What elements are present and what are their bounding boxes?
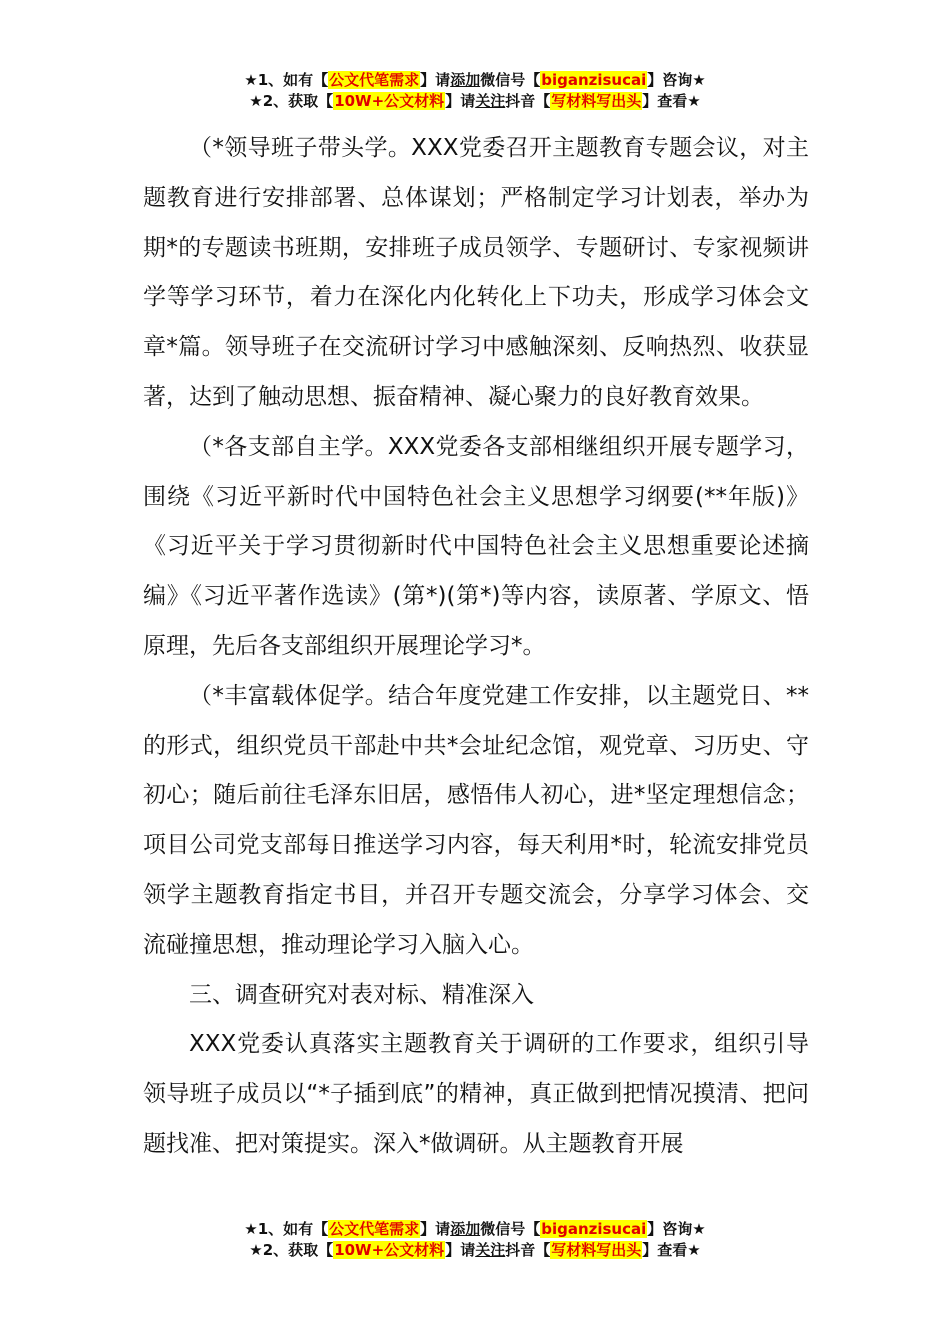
paragraph-research: XXX党委认真落实主题教育关于调研的工作要求，组织引导领导班子成员以“*子插到底”的精神，真正做到把情况摸清、把问题找准、把对策提实。深入*做调研。从主题教育开展 (143, 1031, 809, 1157)
highlight-text: 公文代笔需求 (329, 1220, 420, 1238)
document-body (143, 124, 809, 1170)
section-heading: 三、调查研究对表对标、精准深入 (189, 981, 534, 1008)
douyin-id: 写材料写出头 (551, 92, 642, 110)
highlight-text: 10W+公文材料 (334, 1241, 445, 1259)
highlight-text: 10W+公文材料 (334, 92, 445, 110)
banner-line-2: ★2、获取【10W+公文材料】请关注抖音【写材料写出头】查看★ (249, 1241, 701, 1259)
highlight-text: 公文代笔需求 (329, 71, 420, 89)
douyin-id: 写材料写出头 (551, 1241, 642, 1259)
wechat-id: biganzisucai (541, 71, 647, 89)
wechat-id: biganzisucai (541, 1220, 647, 1238)
header-banner (0, 70, 950, 112)
paragraph-branch-study: （*各支部自主学。XXX党委各支部相继组织开展专题学习，围绕《习近平新时代中国特色社会主义思想学习纲要(**年版)》《习近平关于学习贯彻新时代中国特色社会主义思想重要论述摘编》《习近平著作选读》(第*)(第*)等内容，读原著、学原文、悟原理，先后各支部组织开展理论学习*。 (143, 433, 809, 659)
paragraph-carrier-study: （*丰富载体促学。结合年度党建工作安排，以主题党日、**的形式，组织党员干部赴中共*会址纪念馆，观党章、习历史、守初心；随后前往毛泽东旧居，感悟伟人初心，进*坚定理想信念；项目公司党支部每日推送学习内容，每天利用*时，轮流安排党员领学主题教育指定书目，并召开专题交流会，分享学习体会、交流碰撞思想，推动理论学习入脑入心。 (143, 682, 809, 958)
paragraph-leadership-study: （*领导班子带头学。XXX党委召开主题教育专题会议，对主题教育进行安排部署、总体谋划；严格制定学习计划表，举办为期*的专题读书班期，安排班子成员领学、专题研讨、专家视频讲学等学习环节，着力在深化内化转化上下功夫，形成学习体会文章*篇。领导班子在交流研讨学习中感触深刻、反响热烈、收获显著，达到了触动思想、振奋精神、凝心聚力的良好教育效果。 (143, 135, 809, 410)
banner-line-1: ★1、如有【公文代笔需求】请添加微信号【biganzisucai】咨询★ (244, 1220, 706, 1238)
banner-line-2: ★2、获取【10W+公文材料】请关注抖音【写材料写出头】查看★ (249, 92, 701, 110)
footer-banner (0, 1219, 950, 1261)
banner-line-1: ★1、如有【公文代笔需求】请添加微信号【biganzisucai】咨询★ (244, 71, 706, 89)
